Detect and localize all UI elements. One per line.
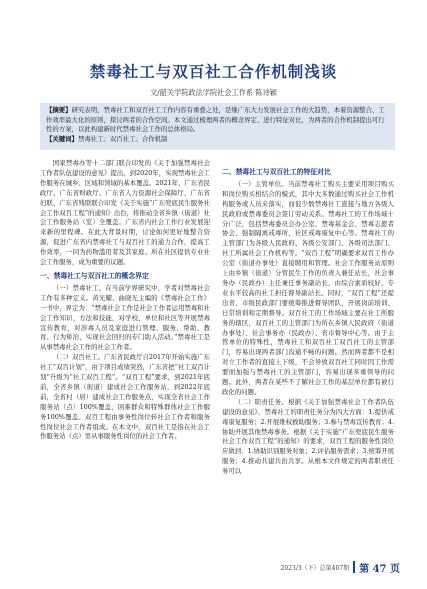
section-1-paragraph-1: （一）禁毒社工。在当前学界研究中，学者对禁毒社会工作有多种定义。黄光耀、曲晓光主编的《禁毒社会工作》一书中，界定为：“禁毒社会工作是社会工作者运用禁毒和社会工作知识、方法和技能，对学校、单位和社区等开展禁毒宣传教育，对涉毒人员及家庭进行管理、服务、帮助、教育、行为矫治，实现社会回归的专门助人活动。”禁毒社工是从事禁毒社会工作的社会工作者。 [40, 283, 210, 352]
keywords-text: 禁毒社工；双百社工；合作机制 [77, 134, 168, 143]
abstract-text: 研究表明，禁毒社工和双百社工工作内容有重叠之处，是继广东大力发展社会工作的大趋势，本着资源整合、工作效率最大化的原则，探讨两者的合作空间。本文通过梳理两者的概念界定、进行特征对比，为两者的合作机制提出可行性的方案，以此构建新时代禁毒社会工作的总体格局。 [46, 106, 385, 134]
author-byline: 文/韶关学院政法学院社会工作系 陈诗颖 [150, 88, 277, 97]
abstract-label: 【摘要】 [46, 106, 72, 114]
keywords-line [46, 135, 389, 145]
right-column [222, 168, 394, 477]
footer-divider [353, 561, 355, 573]
section-1-paragraph-2: （二）双百社工。广东省民政厅自2017年开始实施广东社工“双百计划”，由于项目成绩突然，广东省把“社工双百计划”升级为“社工双百工程”。“双百工程”要求，到2021年底前，全省乡镇（街道）建成社会工作服务站，到2022年底前，全省村（居）建成社会工作服务点，实现全省社会工作服务站（点）100%覆盖，困难群众和特殊群体社会工作服务100%覆盖。双百工程由事务性岗位转社会工作者和服务性岗位社会工作者组成。在本文中，双百社工是指在社会工作服务站（点）里从事服务性岗位的社会工作者。 [40, 353, 210, 441]
abstract-paragraph [46, 106, 389, 135]
page-number: 第 47 页 [359, 563, 400, 575]
section-2-paragraph-2: （二）职责任务。根据《关于加强禁毒社会工作者队伍建设的意见》，禁毒社工的职责任务分为四大方面：1.提供戒毒康复服务；2.开展维权救助服务；3.参与禁毒宣传教育；4.协助开展其他禁毒事务。根据《关于实施“广东兜底民生服务社会工作双百工程”的通知》的要求，双百工程的服务性岗位应做到：1.协助识别服务对象；2.评估服务需求；3.统筹开展服务；4.推动共建共治共享。从根本文件规定的两者职责任务可以 [222, 397, 394, 476]
section-2-heading: 二、禁毒社工与双百社工的特征对比 [222, 168, 331, 176]
intro-paragraph: 国家禁毒办等十二部门联合印发的《关于加强禁毒社会工作者队伍建设的意见》提出，到2020年，实现禁毒社会工作服务在城乡、区域和领域的基本覆盖。2021年，广东省民政厅、广东省财政厅、广东省人力资源社会保障厅、广东省妇联、广东省残联联合印发《关于实施“广东兜底民生服务社会工作双百工程”的通知》出台，将推动全省乡镇（街道）社会工作服务站（室）全覆盖。广东省内社会工作行业发展迎来新的里程碑。在此大背景时期，讨论如何更好地整合资源，促进广东省内禁毒社工与双百社工的通力合作，提高工作效率，一同为药物滥用者及其家庭、所在社区提供专业社会工作服务，成为重要的议题。 [40, 159, 210, 267]
keywords-label: 【关键词】 [46, 134, 78, 143]
issue-info: 2023/3（下）总第407期 [280, 564, 350, 572]
page-footer [222, 559, 400, 575]
abstract-box [40, 103, 395, 150]
section-1-heading: 一、禁毒社工与双百社工的概念界定 [40, 271, 149, 280]
article-title: 禁毒社工与双百社工合作机制浅谈 [89, 62, 338, 81]
section-2-paragraph-1: （一）主管单位。当前禁毒社工购买主要采用项目购买和岗位购买相结合的模式，其中大多数通过购买社会工作机构服务或人员来落实，而很少数禁毒社工直接与地方各级人民政府或禁毒委员会签订劳动关系。禁毒社工的工作场域十分广泛，包括禁毒委员会办公室、禁毒基金会、禁毒志愿者协会、强制隔离戒毒所、社区戒毒康复中心等。禁毒社工的主管部门为各级人民政府、各级公安部门、各级司法部门、社工所属社会工作机构等。“双百工程”明确要求双百工作办公室（街道办事处）直接聘用和管理。社会工作服务站原则上由乡镇（街道）分管民生工作的负责人兼任站长，社会事务办（民政办）主任兼任事务副站长，由综合素质较好、专业水平较高的社工担任督导副站长。同时，“双百工程”还提出省、市级民政部门要统筹推进督导团队，开展岗前培训、日常培训和定期督导。双百社工的工作场域主要在社工所服务的辖区，双百社工的主管部门为所在乡镇人民政府（街道办事处）、社会事务办（民政办）、省市督导中心等。由于主管单位的特殊性，禁毒社工和双百社工双百社工的主管部门，容易出现两者部门沟通不畅的问题。然而两者都不是相对立工作者的直接上下级，不会导致双百社工同时因工作需要而加强与禁毒社工的主管部门，容易出现多重领导的问题。此外，两者在某些不了解社会工作的基层单位都有被行政化的问题。 [222, 179, 394, 396]
left-column [40, 159, 210, 442]
